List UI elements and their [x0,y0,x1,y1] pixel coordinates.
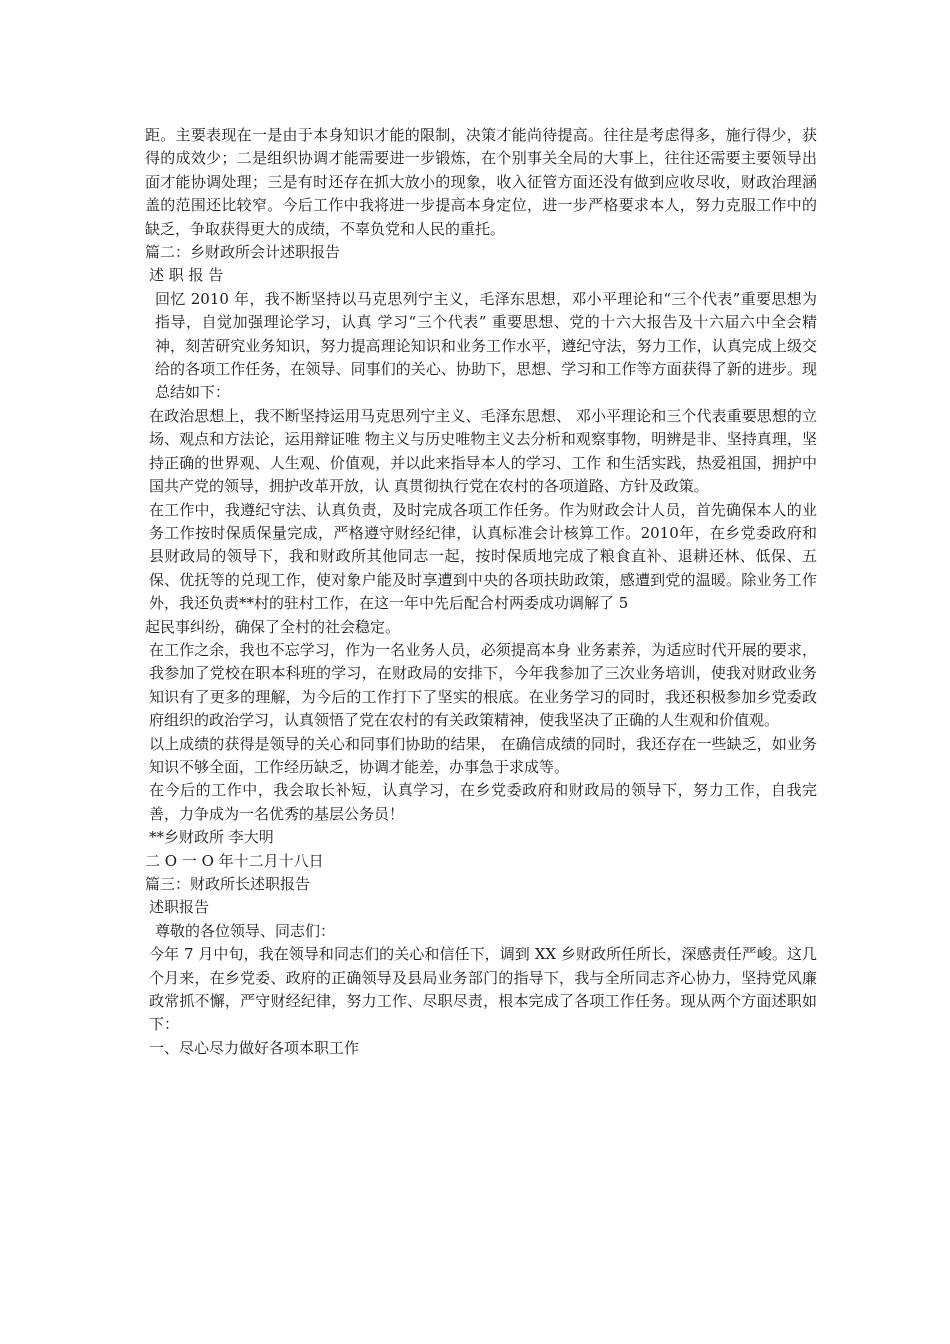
report-title-part3: 述职报告 [149,898,210,917]
signature-date: 二 O 一 O 年十二月十八日 [145,851,324,870]
paragraph-work-continued: 起民事纠纷，确保了全村的社会稳定。 [145,617,401,636]
signature-name: **乡财政所 李大明 [149,828,274,847]
paragraph-achievements: 以上成绩的获得是领导的关心和同事们协助的结果， 在确信成绩的同时，我还存在一些缺乏，如业务知识不够全面，工作经历缺乏，协调才能差，办事急于求成等。 [149,734,817,776]
document-body [145,124,817,1060]
paragraph-study: 在工作之余，我也不忘学习，作为一名业务人员，必须提高本身 业务素养，为适应时代开展的要求，我参加了党校在职本科班的学习，在财政局的安排下，今年我参加了三次业务培训，使我对财政业务知识有了更多的理解，为今后的工作打下了坚实的根底。在业务学习的同时，我还积极参加乡党委政府组织的政治学习，认真领悟了党在农村的有关政策精神，使我坚决了正确的人生观和价值观。 [149,640,817,730]
subheading-duties: 一、尽心尽力做好各项本职工作 [149,1038,360,1057]
salutation: 尊敬的各位领导、同志们： [155,921,336,940]
section-heading-part3: 篇三：财政所长述职报告 [145,875,311,893]
paragraph-review-2010: 回忆 2010 年，我不断坚持以马克思列宁主义，毛泽东思想，邓小平理论和“三个代表”重要思想为指导，自觉加强理论学习，认真 学习“三个代表” 重要思想、党的十六大报告及十六届六中全会精神，刻苦研究业务知识，努力提高理论知识和业务工作水平，遵纪守法，努力工作，认真完成上级交给的各项工作任务，在领导、同事们的关心、协助下，思想、学习和工作等方面获得了新的进步。现总结如下： [155,289,817,402]
paragraph-future: 在今后的工作中，我会取长补短，认真学习，在乡党委政府和财政局的领导下，努力工作，自我完善，力争成为一名优秀的基层公务员！ [149,781,817,823]
report-title-part2: 述 职 报 告 [149,266,224,285]
paragraph-intro-conclusion: 距。主要表现在一是由于本身知识才能的限制，决策才能尚待提高。往往是考虑得多，施行得少，获得的成效少；二是组织协调才能需要进一步锻炼，在个别事关全局的大事上，往往还需要主要领导出面才能协调处理；三是有时还存在抓大放小的现象，收入征管方面还没有做到应收尽收，财政治理涵盖的范围还比较窄。今后工作中我将进一步提高本身定位，进一步严格要求本人，努力克服工作中的缺乏，争取获得更大的成绩，不辜负党和人民的重托。 [145,126,817,238]
section-heading-part2: 篇二：乡财政所会计述职报告 [145,243,341,262]
paragraph-appointment: 今年 7 月中旬，我在领导和同志们的关心和信任下，调到 XX 乡财政所任所长，深感责任严峻。这几个月来，在乡党委、政府的正确领导及县局业务部门的指导下，我与全所同志齐心协力，坚持党风廉政常抓不懈，严守财经纪律，努力工作、尽职尽责，根本完成了各项工作任务。现从两个方面述职如下： [149,945,817,1034]
paragraph-work: 在工作中，我遵纪守法、认真负责，及时完成各项工作任务。作为财政会计人员，首先确保本人的业务工作按时保质保量完成，严格遵守财经纪律，认真标准会计核算工作。2010年，在乡党委政府和县财政局的领导下，我和财政所其他同志一起，按时保质地完成了粮食直补、退耕还林、低保、五保、优抚等的兑现工作，使对象户能及时享遭到中央的各项扶助政策，感遭到党的温暖。除业务工作外，我还负责**村的驻村工作，在这一年中先后配合村两委成功调解了 5 [149,500,817,613]
paragraph-political-thought: 在政治思想上，我不断坚持运用马克思列宁主义、毛泽东思想、 邓小平理论和三个代表重要思想的立场、观点和方法论，运用辩证唯 物主义与历史唯物主义去分析和观察事物，明辨是非、坚持真理，坚 持正确的世界观、人生观、价值观，并以此来指导本人的学习、工作 和生活实践，热爱祖国，拥护中国共产党的领导，拥护改革开放，认 真贯彻执行党在农村的各项道路、方针及政策。 [149,406,817,496]
